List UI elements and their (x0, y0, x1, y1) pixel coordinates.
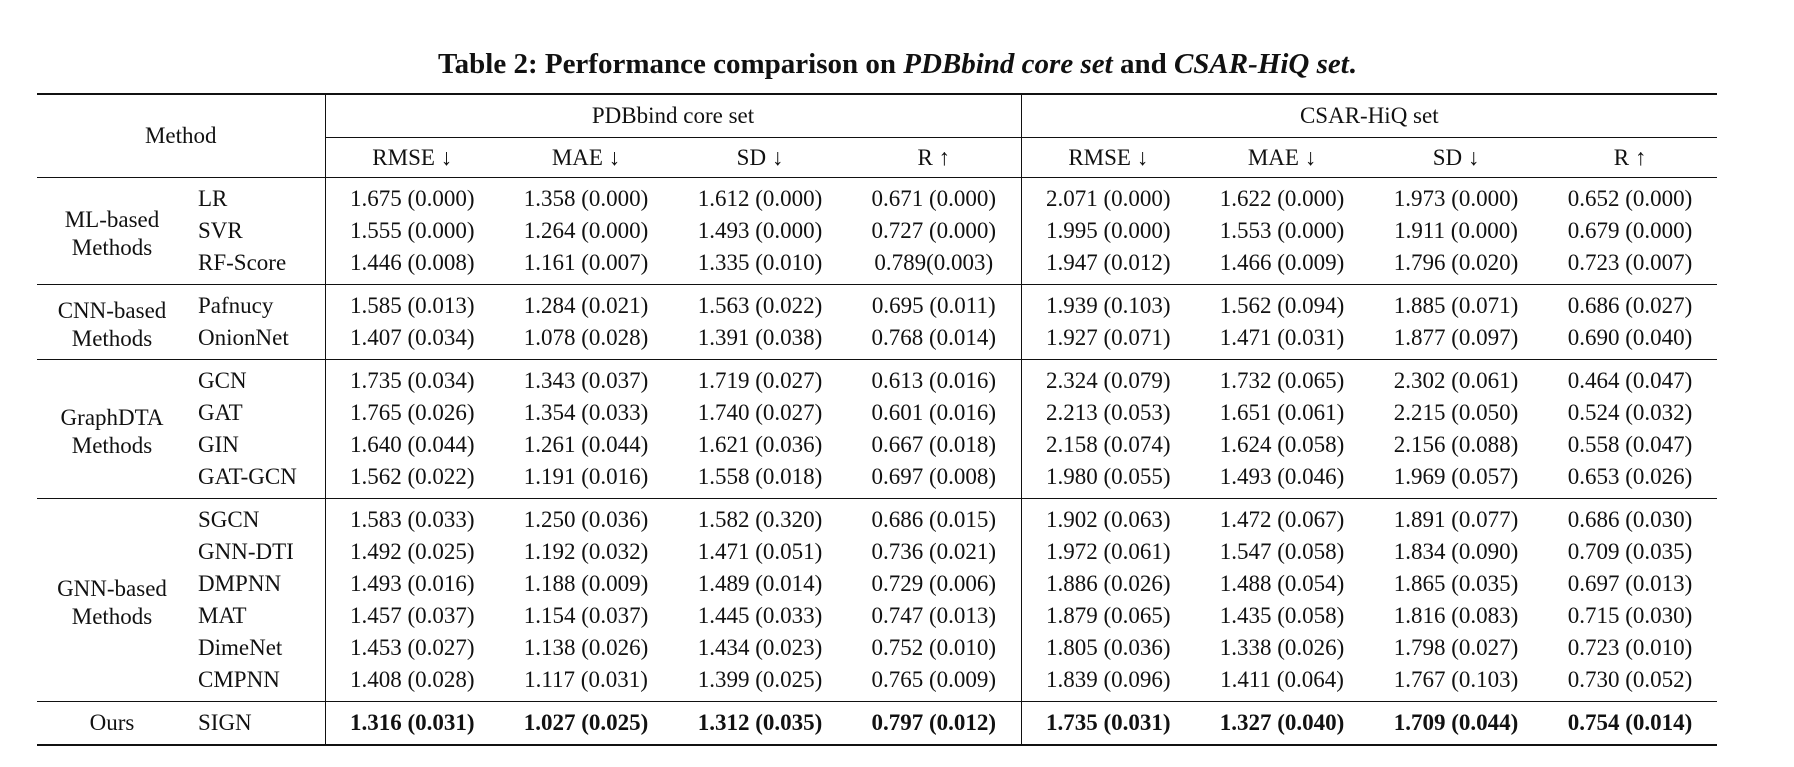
metric-value: 1.488 (0.054) (1219, 571, 1345, 596)
metric-value: 1.911 (0.000) (1394, 218, 1518, 243)
metric-value: 1.316 (0.031) (325, 702, 499, 746)
metric-value: 1.902 (0.063) (1021, 499, 1195, 537)
metric-value: 1.472 (0.067) (1219, 507, 1345, 532)
metric-value: 1.798 (0.027) (1393, 635, 1519, 660)
metric-value: 0.736 (0.021) (871, 539, 997, 564)
metric-value: 2.156 (0.088) (1393, 432, 1519, 457)
metric-value: 1.327 (0.040) (1219, 710, 1345, 735)
method-name: SGCN (198, 507, 260, 532)
metric-value: 1.264 (0.000) (523, 218, 649, 243)
metric-value: 1.191 (0.016) (523, 464, 649, 489)
metric-value: 0.695 (0.011) (871, 293, 996, 318)
caption-middle: and (1112, 48, 1174, 80)
method-name: SIGN (198, 710, 252, 735)
group-label (37, 499, 187, 702)
metric-value: 0.727 (0.000) (871, 218, 997, 243)
metric-value: 1.493 (0.000) (697, 218, 823, 243)
metric-value: 1.735 (0.034) (325, 360, 499, 398)
metric-value: 1.969 (0.057) (1393, 464, 1519, 489)
metric-value: 1.709 (0.044) (1393, 710, 1519, 735)
metric-value: 0.730 (0.052) (1567, 667, 1693, 692)
metric-value: 1.583 (0.033) (325, 499, 499, 537)
metric-value: 1.675 (0.000) (325, 178, 499, 216)
metric-value: 1.622 (0.000) (1219, 186, 1345, 211)
metric-value: 1.972 (0.061) (1021, 536, 1195, 568)
method-name: GAT-GCN (198, 464, 297, 489)
metric-header: SD ↓ (1369, 138, 1543, 178)
metric-header: RMSE ↓ (1021, 138, 1195, 178)
metric-value: 1.555 (0.000) (325, 215, 499, 247)
caption-suffix: . (1348, 48, 1357, 80)
metric-value: 1.489 (0.014) (697, 571, 823, 596)
metric-value: 1.435 (0.058) (1219, 603, 1345, 628)
metric-value: 1.886 (0.026) (1021, 568, 1195, 600)
table-row (37, 247, 1717, 285)
caption-dataset2: CSAR-HiQ set (1173, 48, 1349, 80)
metric-value: 0.679 (0.000) (1567, 218, 1693, 243)
group-label-line: GNN-based (57, 575, 167, 601)
metric-value: 1.553 (0.000) (1219, 218, 1345, 243)
group-label (37, 360, 187, 499)
metric-value: 1.805 (0.036) (1021, 632, 1195, 664)
metric-value: 1.408 (0.028) (325, 664, 499, 702)
group-label (37, 285, 187, 360)
metric-value: 1.740 (0.027) (697, 400, 823, 425)
table-row (37, 600, 1717, 632)
group-label (37, 178, 187, 285)
metric-header: MAE ↓ (499, 138, 673, 178)
metric-value: 1.343 (0.037) (523, 368, 649, 393)
method-name: DMPNN (198, 571, 282, 596)
metric-value: 0.690 (0.040) (1567, 325, 1693, 350)
metric-value: 1.995 (0.000) (1021, 215, 1195, 247)
metric-value: 1.161 (0.007) (523, 250, 649, 275)
metric-value: 1.927 (0.071) (1021, 322, 1195, 360)
metric-value: 1.767 (0.103) (1393, 667, 1519, 692)
metric-value: 1.493 (0.016) (325, 568, 499, 600)
method-name: CMPNN (198, 667, 280, 692)
table-row (37, 397, 1717, 429)
metric-value: 1.939 (0.103) (1021, 285, 1195, 323)
group-label-line: ML-based (64, 206, 160, 232)
table-row (37, 499, 1717, 537)
metric-value: 1.466 (0.009) (1219, 250, 1345, 275)
metric-value: 1.492 (0.025) (325, 536, 499, 568)
table-row (37, 429, 1717, 461)
metric-value: 1.612 (0.000) (697, 186, 823, 211)
metric-value: 0.723 (0.010) (1567, 635, 1693, 660)
metric-value: 0.768 (0.014) (871, 325, 997, 350)
metric-value: 1.973 (0.000) (1393, 186, 1519, 211)
group-label: Ours (89, 710, 135, 735)
metric-value: 1.188 (0.009) (523, 571, 649, 596)
metric-value: 1.493 (0.046) (1219, 464, 1345, 489)
table-caption (0, 46, 1794, 82)
metric-value: 1.640 (0.044) (325, 429, 499, 461)
metric-value: 0.709 (0.035) (1567, 539, 1693, 564)
metric-value: 1.816 (0.083) (1393, 603, 1519, 628)
metric-value: 0.747 (0.013) (871, 603, 997, 628)
metric-value: 1.338 (0.026) (1219, 635, 1345, 660)
table-row (37, 664, 1717, 702)
metric-value: 2.324 (0.079) (1021, 360, 1195, 398)
metric-value: 1.446 (0.008) (325, 247, 499, 285)
method-name: MAT (198, 603, 247, 628)
metric-value: 0.789(0.003) (874, 250, 994, 275)
metric-value: 0.729 (0.006) (871, 571, 997, 596)
metric-value: 0.752 (0.010) (871, 635, 997, 660)
metric-header: RMSE ↓ (325, 138, 499, 178)
metric-value: 1.947 (0.012) (1021, 247, 1195, 285)
table-row (37, 536, 1717, 568)
caption-dataset1: PDBbind core set (903, 48, 1113, 80)
method-name: SVR (198, 218, 243, 243)
metric-value: 0.754 (0.014) (1567, 710, 1693, 735)
metric-value: 0.723 (0.007) (1567, 250, 1693, 275)
metric-value: 1.562 (0.022) (325, 461, 499, 499)
metric-value: 1.192 (0.032) (523, 539, 649, 564)
metric-value: 1.865 (0.035) (1393, 571, 1519, 596)
metric-value: 1.261 (0.044) (523, 432, 649, 457)
metric-value: 1.719 (0.027) (697, 368, 823, 393)
metric-value: 1.335 (0.010) (697, 250, 823, 275)
method-name: OnionNet (198, 325, 289, 350)
table-body (37, 178, 1717, 746)
table-row (37, 568, 1717, 600)
method-name: DimeNet (198, 635, 283, 660)
metric-header: R ↑ (1543, 138, 1717, 178)
metric-value: 1.284 (0.021) (523, 293, 649, 318)
metric-value: 1.471 (0.051) (697, 539, 823, 564)
method-name: LR (198, 186, 228, 211)
metric-value: 0.524 (0.032) (1567, 400, 1693, 425)
metric-value: 1.399 (0.025) (697, 667, 823, 692)
metric-value: 2.071 (0.000) (1021, 178, 1195, 216)
ours-row (37, 702, 1717, 746)
metric-value: 0.652 (0.000) (1567, 186, 1693, 211)
group-label-line: GraphDTA (60, 404, 164, 430)
metric-value: 0.715 (0.030) (1567, 603, 1693, 628)
table-row (37, 215, 1717, 247)
pdbbind-group-header: PDBbind core set (325, 94, 1021, 138)
metric-header: R ↑ (847, 138, 1021, 178)
metric-value: 0.686 (0.015) (871, 507, 997, 532)
table-row (37, 461, 1717, 499)
metric-value: 1.078 (0.028) (523, 325, 649, 350)
metric-value: 0.697 (0.013) (1567, 571, 1693, 596)
metric-value: 1.354 (0.033) (523, 400, 649, 425)
metric-value: 1.471 (0.031) (1219, 325, 1345, 350)
metric-value: 1.585 (0.013) (325, 285, 499, 323)
metric-value: 1.445 (0.033) (697, 603, 823, 628)
metric-value: 0.671 (0.000) (871, 186, 997, 211)
metric-value: 2.302 (0.061) (1393, 368, 1519, 393)
group-label-line: Methods (71, 603, 153, 629)
metric-value: 1.434 (0.023) (697, 635, 823, 660)
metric-value: 0.667 (0.018) (871, 432, 997, 457)
metric-header: MAE ↓ (1195, 138, 1369, 178)
table-row (37, 285, 1717, 323)
metric-value: 1.563 (0.022) (697, 293, 823, 318)
table-row (37, 632, 1717, 664)
metric-value: 1.138 (0.026) (523, 635, 649, 660)
metric-value: 1.562 (0.094) (1219, 293, 1345, 318)
caption-prefix: Table 2: Performance comparison on (437, 48, 904, 80)
group-label-line: Methods (71, 432, 153, 458)
method-header: Method (144, 123, 217, 148)
metric-header: SD ↓ (673, 138, 847, 178)
method-name: Pafnucy (198, 293, 274, 318)
metric-value: 1.457 (0.037) (325, 600, 499, 632)
results-table (37, 93, 1717, 746)
method-name: GCN (198, 368, 247, 393)
metric-value: 1.407 (0.034) (325, 322, 499, 360)
metric-value: 1.877 (0.097) (1393, 325, 1519, 350)
metric-value: 1.547 (0.058) (1219, 539, 1345, 564)
metric-value: 1.411 (0.064) (1220, 667, 1344, 692)
metric-value: 1.651 (0.061) (1219, 400, 1345, 425)
metric-value: 0.686 (0.030) (1567, 507, 1693, 532)
table-row (37, 178, 1717, 216)
metric-value: 1.839 (0.096) (1021, 664, 1195, 702)
metric-value: 0.601 (0.016) (871, 400, 997, 425)
csar-group-header: CSAR-HiQ set (1021, 94, 1717, 138)
group-label-line: CNN-based (57, 297, 167, 323)
metric-value: 1.735 (0.031) (1021, 702, 1195, 746)
metric-value: 1.834 (0.090) (1393, 539, 1519, 564)
method-name: GIN (198, 432, 239, 457)
metric-value: 1.765 (0.026) (325, 397, 499, 429)
metric-value: 1.250 (0.036) (523, 507, 649, 532)
metric-value: 1.624 (0.058) (1219, 432, 1345, 457)
metric-value: 2.215 (0.050) (1393, 400, 1519, 425)
method-name: RF-Score (198, 250, 287, 275)
table-row (37, 360, 1717, 398)
metric-value: 2.213 (0.053) (1021, 397, 1195, 429)
metric-value: 0.464 (0.047) (1567, 368, 1693, 393)
metric-value: 1.879 (0.065) (1021, 600, 1195, 632)
metric-value: 1.312 (0.035) (697, 710, 823, 735)
metric-value: 2.158 (0.074) (1021, 429, 1195, 461)
metric-value: 1.358 (0.000) (523, 186, 649, 211)
metric-value: 1.117 (0.031) (524, 667, 648, 692)
metric-value: 0.697 (0.008) (871, 464, 997, 489)
metric-value: 1.980 (0.055) (1021, 461, 1195, 499)
metric-value: 0.653 (0.026) (1567, 464, 1693, 489)
metric-value: 1.027 (0.025) (523, 710, 649, 735)
group-label-line: Methods (71, 325, 153, 351)
method-name: GNN-DTI (198, 539, 294, 564)
metric-value: 1.885 (0.071) (1393, 293, 1519, 318)
method-name: GAT (198, 400, 243, 425)
metric-value: 1.154 (0.037) (523, 603, 649, 628)
metric-value: 1.582 (0.320) (697, 507, 823, 532)
metric-value: 0.558 (0.047) (1567, 432, 1693, 457)
metric-value: 1.891 (0.077) (1393, 507, 1519, 532)
metric-value: 1.558 (0.018) (697, 464, 823, 489)
metric-value: 1.796 (0.020) (1393, 250, 1519, 275)
metric-value: 0.613 (0.016) (871, 368, 997, 393)
metric-value: 0.765 (0.009) (871, 667, 997, 692)
metric-value: 1.732 (0.065) (1219, 368, 1345, 393)
group-label-line: Methods (71, 234, 153, 260)
metric-value: 1.621 (0.036) (697, 432, 823, 457)
metric-value: 0.797 (0.012) (871, 710, 997, 735)
table-row (37, 322, 1717, 360)
metric-value: 0.686 (0.027) (1567, 293, 1693, 318)
metric-value: 1.391 (0.038) (697, 325, 823, 350)
metric-value: 1.453 (0.027) (325, 632, 499, 664)
